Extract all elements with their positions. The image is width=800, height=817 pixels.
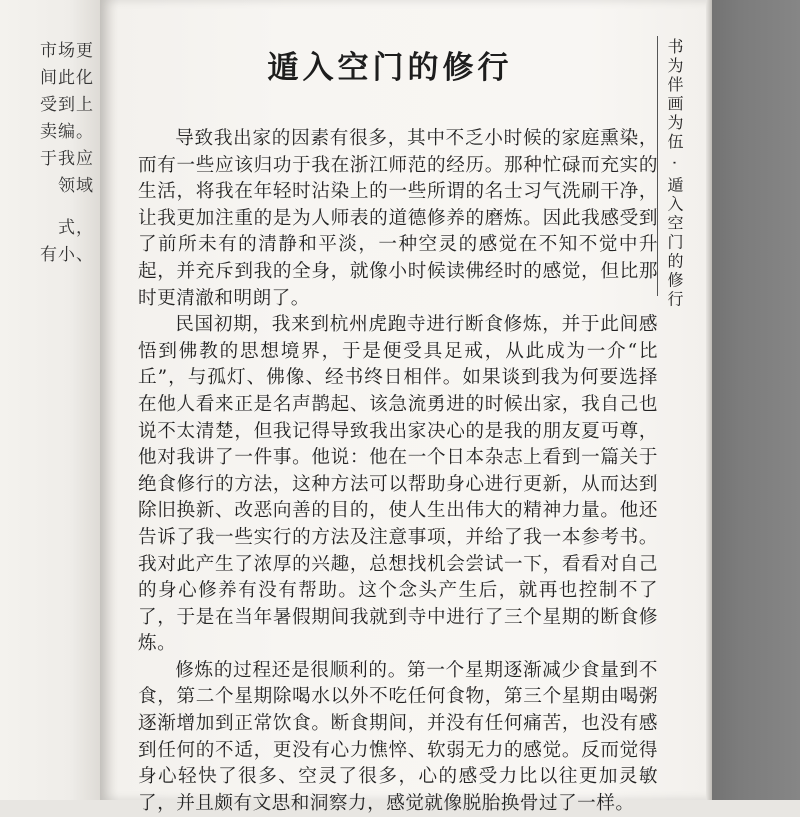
paragraph: 修炼的过程还是很顺利的。第一个星期逐渐减少食量到不食，第二个星期除喝水以外不吃任何食物，第三个星期由喝粥逐渐增加到正常饮食。断食期间，并没有任何痛苦，也没有感到任何的不适，更没有心力憔悴、软弱无力的感觉。反而觉得身心轻快了很多、空灵了很多，心的感受力比以往更加灵敏了，并且颇有文思和洞察力，感觉就像脱胎换骨过了一样。 [138, 659, 658, 814]
left-page-line: 间此化 [40, 68, 94, 88]
background-table [700, 0, 800, 800]
left-page-line: 式， [58, 218, 94, 238]
left-page-line: 市场更 [40, 41, 94, 61]
left-page-line: 卖编。 [40, 122, 94, 142]
chapter-title: 遁入空门的修行 [267, 50, 513, 86]
running-header: 书为伴画为伍 · 遁入空门的修行 [665, 38, 684, 310]
body-text [138, 126, 658, 817]
page-edge [706, 0, 712, 800]
paragraph: 民国初期，我来到杭州虎跑寺进行断食修炼，并于此间感悟到佛教的思想境界，于是便受具足戒，从此成为一介“比丘”，与孤灯、佛像、经书终日相伴。如果谈到我为何要选择在他人看来正是名声鹊起、该急流勇进的时候出家，我自己也说不太清楚，但我记得导致我出家决心的是我的朋友夏丏尊，他对我讲了一件事。他说：他在一个日本杂志上看到一篇关于绝食修行的方法，这种方法可以帮助身心进行更新，从而达到除旧换新、改恶向善的目的，使人生出伟大的精神力量。他还告诉了我一些实行的方法及注意事项，并给了我一本参考书。我对此产生了浓厚的兴趣，总想找机会尝试一下，看看对自己的身心修养有没有帮助。这个念头产生后，就再也控制不了了，于是在当年暑假期间我就到寺中进行了三个星期的断食修炼。 [138, 314, 658, 655]
paragraph: 导致我出家的因素有很多，其中不乏小时候的家庭熏染，而有一些应该归功于我在浙江师范的经历。那种忙碌而充实的生活，将我在年轻时沾染上的一些所谓的名士习气洗刷干净，让我更加注重的是为人师表的道德修养的磨炼。因此我感受到了前所未有的清静和平淡，一种空灵的感觉在不知不觉中升起，并充斥到我的全身，就像小时候读佛经时的感觉，但比那时更清澈和明朗了。 [138, 128, 658, 309]
left-page-line: 受到上 [40, 95, 94, 115]
left-page-line: 于我应 [40, 149, 94, 169]
left-page [0, 0, 100, 800]
left-page-line: 有小、 [40, 245, 94, 265]
left-page-line: 领域 [58, 176, 94, 196]
